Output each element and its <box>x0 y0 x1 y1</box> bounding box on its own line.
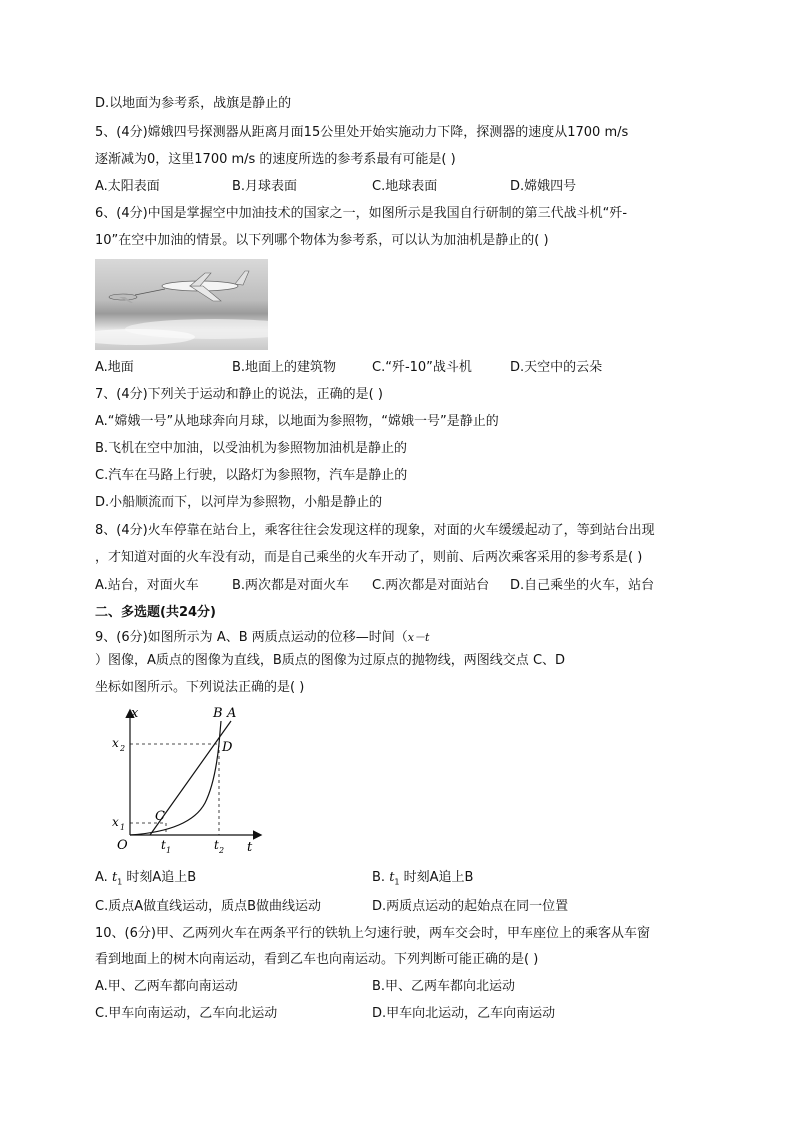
q7-option-d: D.小船顺流而下，以河岸为参照物，小船是静止的 <box>95 495 383 510</box>
q10-option-c: C.甲车向南运动，乙车向北运动 <box>95 1006 278 1021</box>
q7-option-a: A.“嫦娥一号”从地球奔向月球，以地面为参照物，“嫦娥一号”是静止的 <box>95 414 499 429</box>
q9-stem-text: 9、(6分)如图所示为 A、B 两质点运动的位移—时间（ <box>95 630 408 645</box>
q10-option-d: D.甲车向北运动，乙车向南运动 <box>372 1006 556 1021</box>
q5-option-a: A.太阳表面 <box>95 179 160 194</box>
q7-stem: 7、(4分)下列关于运动和静止的说法，正确的是( ) <box>95 387 383 402</box>
q9-option-a-sub: 1 <box>117 877 123 887</box>
refueling-aircraft-illustration <box>95 259 268 350</box>
q5-option-b: B.月球表面 <box>232 179 298 194</box>
section-title-multiple-choice: 二、多选题(共24分) <box>95 605 216 620</box>
curve-b-label: B <box>213 706 223 721</box>
t2-subscript: 2 <box>219 846 225 855</box>
q9-stem-line3: 坐标如图所示。下列说法正确的是( ) <box>95 680 305 695</box>
q8-option-b: B.两次都是对面火车 <box>232 578 350 593</box>
q6-option-d: D.天空中的云朵 <box>510 360 603 375</box>
q7-option-c: C.汽车在马路上行驶，以路灯为参照物，汽车是静止的 <box>95 468 408 483</box>
q6-stem-line2: 10”在空中加油的情景。以下列哪个物体为参考系，可以认为加油机是静止的( ) <box>95 233 549 248</box>
y-axis-label: x <box>131 706 139 721</box>
q9-option-d: D.两质点运动的起始点在同一位置 <box>372 899 569 914</box>
q7-option-b: B.飞机在空中加油，以受油机为参照物加油机是静止的 <box>95 441 408 456</box>
q4-option-d: D.以地面为参考系，战旗是静止的 <box>95 96 292 111</box>
q9-option-b-sub: 1 <box>394 877 400 887</box>
q9-stem-line2: ）图像，A质点的图像为直线，B质点的图像为过原点的抛物线，两图线交点 C、D <box>95 653 566 668</box>
x2-label: x <box>112 736 119 750</box>
t2-label: t <box>214 838 219 852</box>
q9-xt-symbol: x－t <box>407 631 430 644</box>
x1-subscript: 1 <box>120 823 126 832</box>
xt-graph <box>95 703 265 855</box>
t1-subscript: 1 <box>166 846 172 855</box>
q5-option-d: D.嫦娥四号 <box>510 179 577 194</box>
aerial-refueling-photo <box>95 259 268 350</box>
q9-option-b-text: 时刻A追上B <box>399 870 474 885</box>
q9-option-b-t: t <box>389 870 395 885</box>
q5-stem-line1: 5、(4分)嫦娥四号探测器从距离月面15公里处开始实施动力下降，探测器的速度从1700 m/s <box>95 125 629 140</box>
t1-label: t <box>161 838 166 852</box>
q5-option-c: C.地球表面 <box>372 179 438 194</box>
q9-option-b-prefix: B. <box>372 870 390 885</box>
q9-option-b <box>372 869 473 892</box>
x1-label: x <box>112 815 119 829</box>
q10-option-a: A.甲、乙两车都向南运动 <box>95 979 238 994</box>
point-c-label: C <box>155 809 165 824</box>
parabola-b <box>130 721 221 835</box>
q6-stem-line1: 6、(4分)中国是掌握空中加油技术的国家之一，如图所示是我国自行研制的第三代战斗机“歼- <box>95 206 628 221</box>
q10-option-b: B.甲、乙两车都向北运动 <box>372 979 516 994</box>
q5-stem-line2: 逐渐减为0，这里1700 m/s 的速度所选的参考系最有可能是( ) <box>95 152 456 167</box>
q9-stem-line1 <box>95 629 429 647</box>
q8-option-c: C.两次都是对面站台 <box>372 578 490 593</box>
q9-option-c: C.质点A做直线运动，质点B做曲线运动 <box>95 899 322 914</box>
q10-stem-line2: 看到地面上的树木向南运动，看到乙车也向南运动。下列判断可能正确的是( ) <box>95 952 539 967</box>
q9-option-a-t: t <box>111 870 118 885</box>
q9-option-a-text: 时刻A追上B <box>122 870 197 885</box>
q8-option-a: A.站台，对面火车 <box>95 578 199 593</box>
q8-option-d: D.自己乘坐的火车，站台 <box>510 578 655 593</box>
point-d-label: D <box>222 740 233 755</box>
x2-subscript: 2 <box>120 744 126 753</box>
q8-stem-line2: ，才知道对面的火车没有动，而是自己乘坐的火车开动了，则前、后两次乘客采用的参考系是( ) <box>95 550 643 565</box>
origin-label: O <box>117 838 128 853</box>
q6-option-b: B.地面上的建筑物 <box>232 360 337 375</box>
q10-stem-line1: 10、(6分)甲、乙两列火车在两条平行的铁轨上匀速行驶，两车交会时，甲车座位上的乘客从车窗 <box>95 926 650 941</box>
q9-option-a <box>95 869 196 892</box>
x-axis-label: t <box>247 840 253 855</box>
q9-option-a-prefix: A. <box>95 870 112 885</box>
q6-option-a: A.地面 <box>95 360 134 375</box>
q8-stem-line1: 8、(4分)火车停靠在站台上，乘客往往会发现这样的现象，对面的火车缓缓起动了，等到站台出现 <box>95 523 655 538</box>
q6-option-c: C.“歼-10”战斗机 <box>372 360 472 375</box>
line-a-label: A <box>227 706 237 721</box>
